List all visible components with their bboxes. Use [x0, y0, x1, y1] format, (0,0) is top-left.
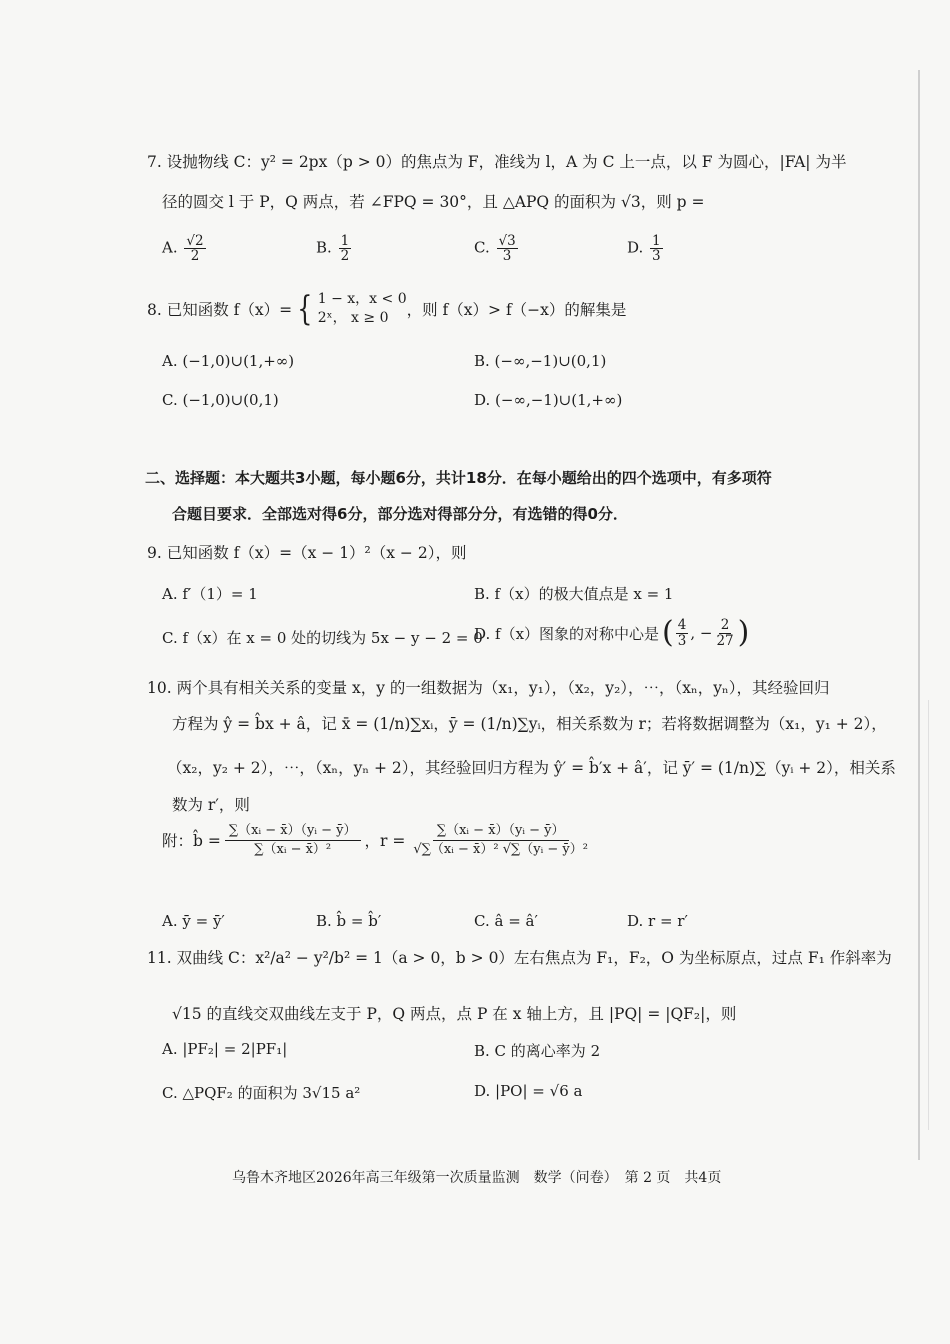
q9-sep: , − — [690, 624, 713, 642]
q10-line1: 10. 两个具有相关关系的变量 x，y 的一组数据为（x₁，y₁），（x₂，y₂），⋯，（xₙ，yₙ），其经验回归 — [147, 679, 830, 697]
section2-heading-line1: 二、选择题：本大题共3小题，每小题6分，共计18分．在每小题给出的四个选项中，有多项符 — [145, 469, 772, 487]
q10-line3: （x₂，y₂ + 2），⋯，（xₙ，yₙ + 2），其经验回归方程为 ŷ′ = b̂′x + â′，记 ȳ′ = (1/n)∑（yᵢ + 2），相关系 — [167, 759, 896, 777]
q10-line4: 数为 r′，则 — [172, 796, 250, 814]
q11-option-b: B. C 的离心率为 2 — [474, 1042, 601, 1060]
q7-option-c-fraction: $\frac{√3}{3}$ — [498, 233, 516, 265]
q7-option-a-label: A. — [162, 238, 178, 257]
scan-edge-line — [918, 70, 920, 1160]
q7-option-b — [316, 234, 353, 263]
q7-option-a — [162, 234, 208, 263]
q10-b-hat-formula: $\frac{\text{∑（xᵢ − x̄）（yᵢ − ȳ）}}{\text{∑（xᵢ − x̄）²}}$ — [225, 822, 361, 858]
q10-line2: 方程为 ŷ = b̂x + â，记 x̄ = (1/n)∑xᵢ，ȳ = (1/n)∑yᵢ，相关系数为 r；若将数据调整为（x₁，y₁ + 2）， — [172, 715, 887, 733]
q8-brace: { — [297, 288, 313, 329]
q7-option-c — [474, 234, 520, 263]
q8-cases — [318, 290, 407, 328]
q10-option-c: C. â = â′ — [474, 912, 538, 930]
q9-option-b: B. f（x）的极大值点是 x = 1 — [474, 585, 674, 603]
q8-option-c: C. (−1,0)∪(0,1) — [162, 391, 279, 409]
q7-option-b-fraction: $\frac{1}{2}$ — [340, 233, 350, 265]
q9-option-a: A. f′（1）= 1 — [162, 585, 258, 603]
q8-case-1: 1 − x，x < 0 — [317, 291, 407, 307]
q10-option-b: B. b̂ = b̂′ — [316, 912, 382, 930]
q9-option-d — [474, 615, 750, 650]
scan-edge-line-faint — [928, 700, 929, 1130]
q9-stem: 9. 已知函数 f（x）=（x − 1）²（x − 2），则 — [147, 544, 467, 562]
section2-heading-line2: 合题目要求．全部选对得6分，部分选对得部分分，有选错的得0分． — [172, 505, 628, 523]
q8-stem — [147, 290, 626, 328]
q7-option-d-label: D. — [627, 238, 644, 257]
q10-formula-block — [162, 822, 596, 858]
q11-option-d: D. |PO| = √6 a — [474, 1082, 583, 1100]
q10-option-a: A. ȳ = ȳ′ — [162, 912, 225, 930]
q8-option-a: A. (−1,0)∪(1,+∞) — [162, 352, 295, 370]
q9-paren-open: ( — [662, 615, 674, 650]
q8-option-b: B. (−∞,−1)∪(0,1) — [474, 352, 607, 370]
q8-option-d: D. (−∞,−1)∪(1,+∞) — [474, 391, 623, 409]
q10-option-d: D. r = r′ — [627, 912, 688, 930]
q7-line2: 径的圆交 l 于 P，Q 两点，若 ∠FPQ = 30°，且 △APQ 的面积为 √3，则 p = — [162, 193, 705, 211]
q11-line2: √15 的直线交双曲线左支于 P，Q 两点，点 P 在 x 轴上方，且 |PQ| = |QF₂|，则 — [172, 1005, 737, 1023]
q11-option-a: A. |PF₂| = 2|PF₁| — [162, 1040, 288, 1058]
q7-line1: 7. 设抛物线 C：y² = 2px（p > 0）的焦点为 F，准线为 l，A 为 C 上一点，以 F 为圆心，|FA| 为半 — [147, 153, 847, 171]
q11-option-c: C. △PQF₂ 的面积为 3√15 a² — [162, 1084, 361, 1102]
q9-paren-close: ) — [737, 615, 750, 650]
q10-r-label: ，r = — [364, 832, 406, 851]
q9-option-d-text: D. f（x）图象的对称中心是 — [474, 624, 660, 643]
q7-option-d — [627, 234, 665, 263]
q7-option-c-label: C. — [474, 238, 490, 257]
q9-center-y: $\frac{2}{27}$ — [716, 617, 734, 649]
q9-option-c: C. f（x）在 x = 0 处的切线为 5x − y − 2 = 0 — [162, 629, 483, 647]
q10-fu-label: 附：b̂ = — [162, 832, 221, 851]
q8-stem-pre: 8. 已知函数 f（x）= — [147, 300, 293, 319]
q8-case-2: 2ˣ， x ≥ 0 — [317, 309, 389, 326]
q11-line1: 11. 双曲线 C：x²/a² − y²/b² = 1（a > 0，b > 0）左右焦点为 F₁，F₂，O 为坐标原点，过点 F₁ 作斜率为 — [147, 949, 892, 967]
q7-option-a-fraction: $\frac{√2}{2}$ — [186, 233, 204, 265]
q8-stem-post: ，则 f（x）> f（−x）的解集是 — [406, 300, 627, 319]
q9-center-x: $\frac{4}{3}$ — [677, 617, 687, 649]
page-footer: 乌鲁木齐地区2026年高三年级第一次质量监测 数学（问卷） 第 2 页 共4页 — [232, 1170, 722, 1186]
q7-option-b-label: B. — [316, 238, 332, 257]
q7-option-d-fraction: $\frac{1}{3}$ — [652, 233, 661, 265]
q10-r-formula: $\frac{\text{∑（xᵢ − x̄）（yᵢ − ȳ）}}{\text{√∑（xᵢ − x̄）² √∑（yᵢ − ȳ）²}}$ — [413, 823, 588, 857]
